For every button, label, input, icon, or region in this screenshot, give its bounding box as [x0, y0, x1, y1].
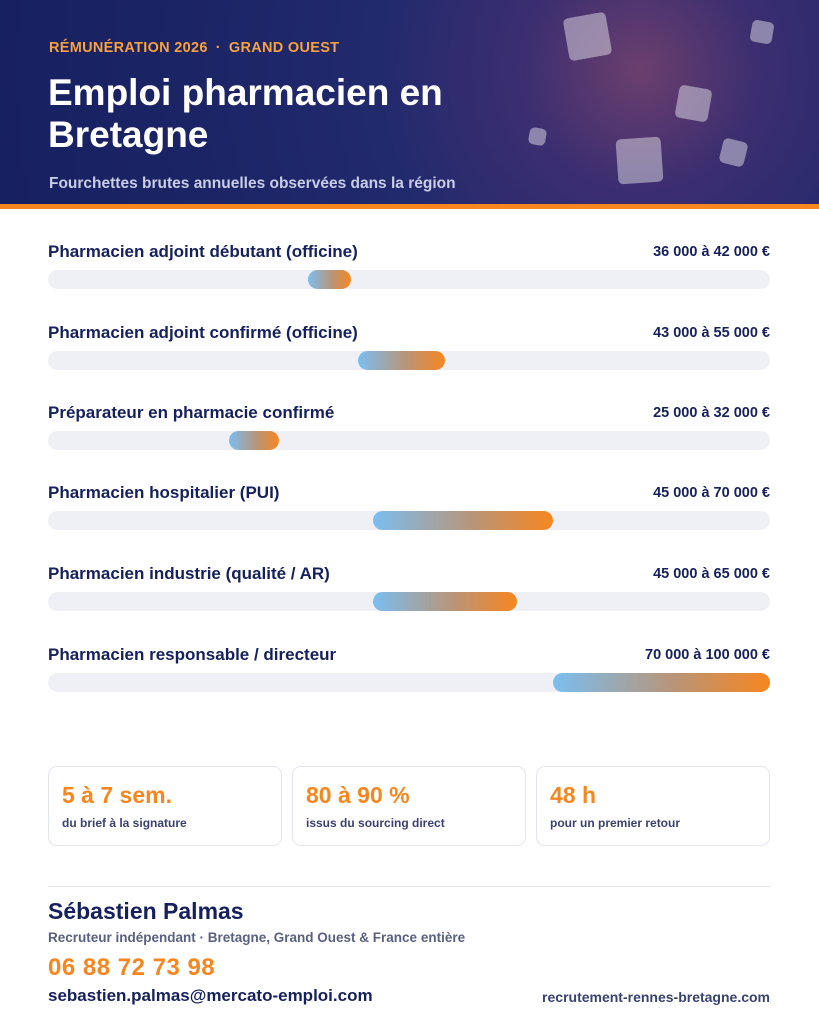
stat-card [48, 766, 282, 846]
salary-range-track [48, 351, 770, 370]
salary-range-track [48, 511, 770, 530]
salary-row-label: Préparateur en pharmacie confirmé [48, 403, 335, 422]
eyebrow [49, 40, 339, 56]
salary-row-label: Pharmacien hospitalier (PUI) [48, 483, 280, 502]
salary-range-bar [229, 431, 280, 450]
footer-divider [48, 886, 770, 887]
contact-role: Recruteur indépendant · Bretagne, Grand Ouest & France entière [48, 930, 466, 945]
stat-value: 80 à 90 % [306, 782, 410, 808]
decorative-square-icon [674, 84, 712, 122]
eyebrow-left: RÉMUNÉRATION 2026 [49, 40, 208, 56]
decorative-square-icon [563, 12, 613, 62]
stat-caption: pour un premier retour [550, 816, 681, 830]
contact-name: Sébastien Palmas [48, 898, 244, 924]
salary-row [48, 564, 770, 614]
salary-row-value: 43 000 à 55 000 € [653, 325, 770, 341]
salary-row [48, 403, 770, 453]
stat-card [536, 766, 770, 846]
salary-row-value: 70 000 à 100 000 € [645, 647, 770, 663]
eyebrow-right: GRAND OUEST [228, 40, 340, 56]
contact-website[interactable]: recrutement-rennes-bretagne.com [542, 989, 770, 1005]
header-accent-bar [0, 204, 819, 209]
salary-range-bar [358, 351, 445, 370]
contact-phone[interactable]: 06 88 72 73 98 [48, 954, 216, 981]
salary-range-track [48, 431, 770, 450]
salary-row [48, 323, 770, 373]
stat-caption: du brief à la signature [62, 816, 187, 830]
contact-email[interactable]: sebastien.palmas@mercato-emploi.com [48, 986, 373, 1005]
stat-value: 48 h [550, 782, 597, 808]
salary-row-value: 45 000 à 70 000 € [653, 485, 770, 501]
salary-range-bar [553, 673, 770, 692]
stat-caption: issus du sourcing direct [306, 816, 445, 830]
header-banner [0, 0, 819, 204]
salary-row [48, 645, 770, 695]
salary-range-track [48, 592, 770, 611]
eyebrow-separator: · [215, 40, 221, 56]
decorative-square-icon [718, 137, 748, 167]
salary-row-value: 45 000 à 65 000 € [653, 566, 770, 582]
decorative-square-icon [615, 136, 663, 184]
salary-row [48, 242, 770, 292]
decorative-square-icon [749, 19, 774, 44]
page-subtitle: Fourchettes brutes annuelles observées dans la région [49, 175, 456, 192]
salary-range-bar [308, 270, 351, 289]
stat-value: 5 à 7 sem. [62, 782, 172, 808]
decorative-square-icon [528, 127, 548, 147]
salary-row-label: Pharmacien adjoint débutant (officine) [48, 242, 358, 261]
stat-card [292, 766, 526, 846]
salary-range-track [48, 673, 770, 692]
salary-row [48, 483, 770, 533]
salary-range-bar [373, 511, 554, 530]
salary-range-bar [373, 592, 517, 611]
salary-row-label: Pharmacien responsable / directeur [48, 645, 337, 664]
page-title: Emploi pharmacien en Bretagne [48, 72, 443, 155]
salary-row-label: Pharmacien industrie (qualité / AR) [48, 564, 330, 583]
salary-row-value: 25 000 à 32 000 € [653, 405, 770, 421]
salary-row-label: Pharmacien adjoint confirmé (officine) [48, 323, 358, 342]
salary-row-value: 36 000 à 42 000 € [653, 244, 770, 260]
salary-range-track [48, 270, 770, 289]
